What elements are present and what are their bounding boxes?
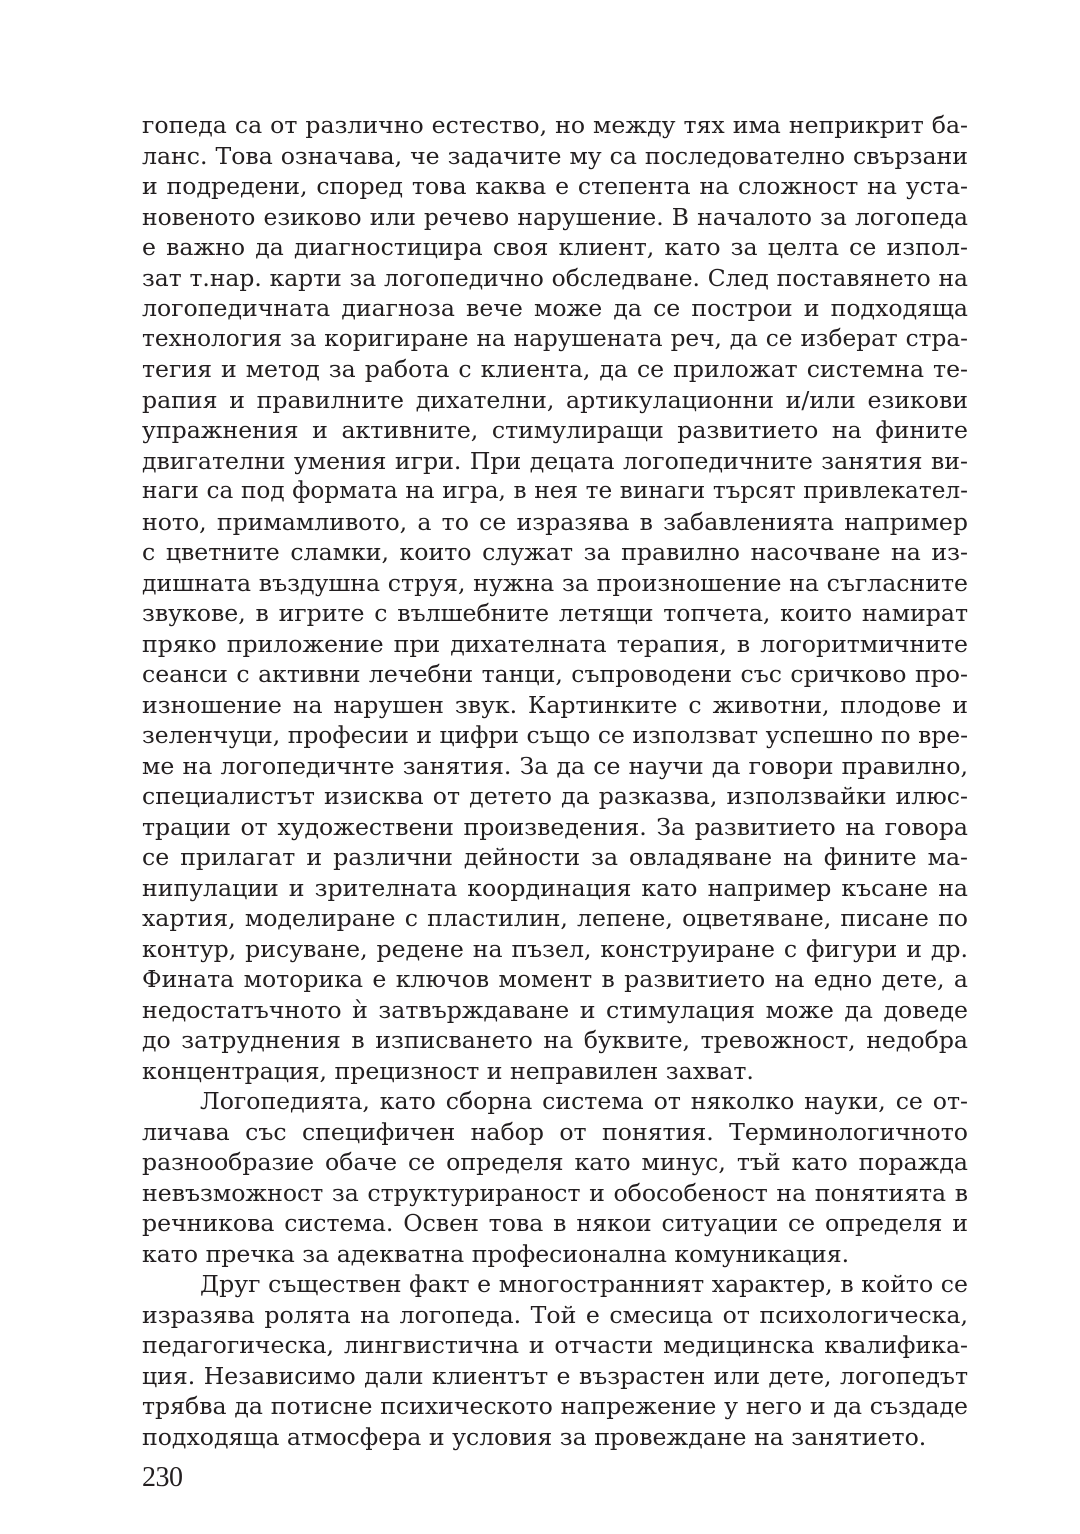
- text-line: новеното езиково или речево нарушение. В началото за логопеда: [142, 202, 968, 231]
- paragraph-1: [142, 110, 968, 1086]
- text-line: речникова система. Освен това в някои ситуации се определя и: [142, 1209, 968, 1237]
- text-line: до затруднения в изписването на буквите, тревожност, недобра: [142, 1026, 968, 1054]
- text-line: Фината моторика е ключов момент в развитието на едно дете, а: [142, 965, 968, 993]
- text-line: личава със специфичен набор от понятия. Терминологичното: [142, 1117, 968, 1146]
- page-number: 230: [142, 1462, 183, 1493]
- text-line: технология за коригиране на нарушената реч, да се изберат стра-: [142, 324, 968, 352]
- text-line: ме на логопедичнте занятия. За да се научи да говори правилно,: [142, 751, 968, 780]
- text-line: недостатъчното ѝ затвърждаване и стимулация може да доведе: [142, 995, 968, 1024]
- text-line: изразява ролята на логопеда. Той е смесица от психологическа,: [142, 1300, 968, 1329]
- text-line: се прилагат и различни дейности за овладяване на фините ма-: [142, 843, 968, 871]
- text-line: двигателни умения игри. При децата логопедичните занятия ви-: [142, 446, 968, 475]
- text-line: Логопедията, като сборна система от няколко науки, се от-: [200, 1087, 968, 1115]
- paragraph-3: [142, 1269, 968, 1452]
- text-line: изношение на нарушен звук. Картинките с животни, плодове и: [142, 690, 968, 719]
- text-line: логопедичната диагноза вече може да се построи и подходяща: [142, 294, 968, 322]
- text-line: трябва да потисне психическото напрежение у него и да създаде: [142, 1392, 968, 1420]
- text-line: гопеда са от различно естество, но между тях има неприкрит ба-: [142, 111, 968, 139]
- text-line: упражнения и активните, стимулиращи развитието на фините: [142, 416, 968, 444]
- text-line: подходяща атмосфера и условия за провеждане на занятието.: [142, 1422, 927, 1451]
- text-line: звукове, в игрите с вълшебните летящи топчета, които намират: [142, 599, 968, 627]
- text-line: тегия и метод за работа с клиента, да се приложат системна те-: [142, 355, 968, 383]
- text-line: разнообразие обаче се определя като минус, тъй като поражда: [142, 1148, 968, 1176]
- text-line: хартия, моделиране с пластилин, лепене, оцветяване, писане по: [142, 904, 968, 932]
- text-line: ция. Независимо дали клиентът е възрастен или дете, логопедът: [142, 1361, 968, 1390]
- text-line: с цветните сламки, които служат за правилно насочване на из-: [142, 538, 968, 566]
- text-line: специалистът изисква от детето да разказва, използвайки илюс-: [142, 782, 968, 810]
- text-line: зеленчуци, професии и цифри също се използват успешно по вре-: [142, 721, 968, 749]
- text-line: трации от художествени произведения. За развитието на говора: [142, 812, 968, 841]
- text-line: сеанси с активни лечебни танци, съпроводени със сричково про-: [142, 660, 968, 688]
- text-line: пряко приложение при дихателната терапия, в логоритмичните: [142, 629, 968, 658]
- paragraph-2: [142, 1086, 968, 1269]
- text-line: ното, примамливото, а то се изразява в забавленията например: [142, 507, 968, 536]
- text-line: контур, рисуване, редене на пъзел, конструиране с фигури и др.: [142, 934, 968, 963]
- text-line: Друг съществен факт е многостранният характер, в който се: [200, 1270, 968, 1298]
- text-line: зат т.нар. карти за логопедично обследване. След поставянето на: [142, 263, 968, 292]
- text-line: наги са под формата на игра, в нея те винаги търсят привлекател-: [142, 477, 968, 504]
- text-line: педагогическа, лингвистична и отчасти медицинска квалифика-: [142, 1331, 968, 1359]
- text-line: и подредени, според това каква е степента на сложност на уста-: [142, 172, 968, 200]
- text-line: като пречка за адекватна професионална комуникация.: [142, 1239, 850, 1268]
- text-line: нипулации и зрителната координация като например късане на: [142, 873, 968, 902]
- text-line: концентрация, прецизност и неправилен захват.: [142, 1056, 754, 1085]
- body-text: [142, 110, 968, 1452]
- text-line: е важно да диагностицира своя клиент, като за целта се изпол-: [142, 233, 968, 261]
- text-line: рапия и правилните дихателни, артикулационни и/или езикови: [142, 385, 968, 414]
- text-line: невъзможност за структурираност и обособеност на понятията в: [142, 1178, 968, 1207]
- text-line: ланс. Това означава, че задачите му са последователно свързани: [142, 141, 968, 170]
- text-line: дишната въздушна струя, нужна за произношение на съгласните: [142, 568, 968, 597]
